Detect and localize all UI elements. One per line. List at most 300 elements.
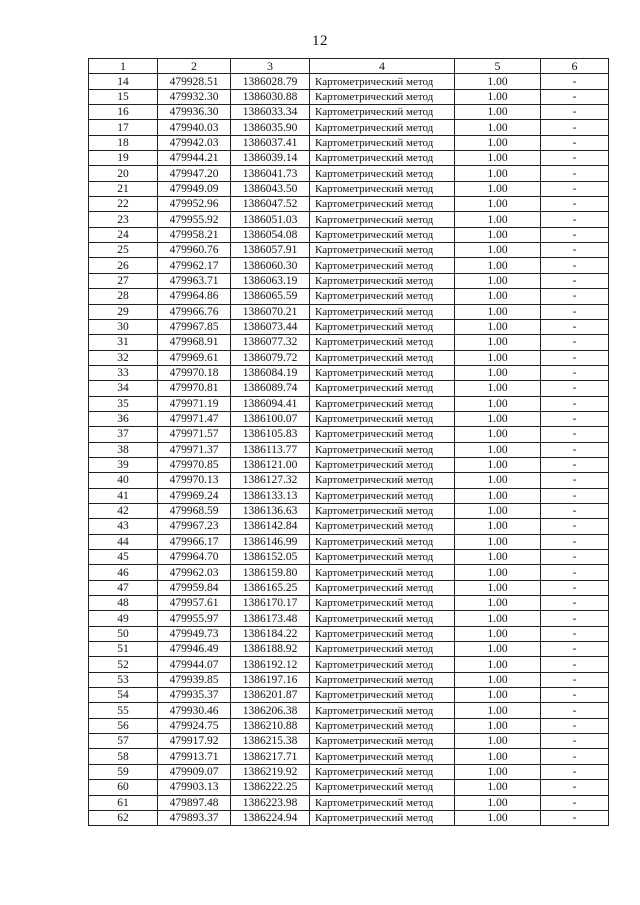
extra-cell: - [541, 642, 609, 657]
table-row [89, 304, 609, 319]
y-coordinate-cell: 1386065.59 [231, 289, 310, 304]
table-row [89, 350, 609, 365]
y-coordinate-cell: 1386051.03 [231, 212, 310, 227]
y-coordinate-cell: 1386152.05 [231, 550, 310, 565]
x-coordinate-cell: 479962.03 [158, 565, 231, 580]
x-coordinate-cell: 479946.49 [158, 642, 231, 657]
method-cell: Картометрический метод [310, 810, 455, 825]
table-row [89, 166, 609, 181]
extra-cell: - [541, 764, 609, 779]
extra-cell: - [541, 672, 609, 687]
method-cell: Картометрический метод [310, 580, 455, 595]
method-cell: Картометрический метод [310, 181, 455, 196]
extra-cell: - [541, 688, 609, 703]
accuracy-cell: 1.00 [455, 74, 541, 89]
extra-cell: - [541, 396, 609, 411]
y-coordinate-cell: 1386094.41 [231, 396, 310, 411]
x-coordinate-cell: 479967.85 [158, 319, 231, 334]
point-number-cell: 20 [89, 166, 158, 181]
point-number-cell: 16 [89, 105, 158, 120]
point-number-cell: 57 [89, 734, 158, 749]
point-number-cell: 25 [89, 243, 158, 258]
method-cell: Картометрический метод [310, 381, 455, 396]
extra-cell: - [541, 411, 609, 426]
y-coordinate-cell: 1386173.48 [231, 611, 310, 626]
y-coordinate-cell: 1386077.32 [231, 335, 310, 350]
extra-cell: - [541, 227, 609, 242]
y-coordinate-cell: 1386210.88 [231, 718, 310, 733]
method-cell: Картометрический метод [310, 411, 455, 426]
accuracy-cell: 1.00 [455, 166, 541, 181]
accuracy-cell: 1.00 [455, 703, 541, 718]
column-header: 2 [158, 59, 231, 74]
table-row [89, 89, 609, 104]
accuracy-cell: 1.00 [455, 396, 541, 411]
accuracy-cell: 1.00 [455, 734, 541, 749]
table-row [89, 335, 609, 350]
accuracy-cell: 1.00 [455, 243, 541, 258]
table-row [89, 273, 609, 288]
point-number-cell: 29 [89, 304, 158, 319]
method-cell: Картометрический метод [310, 243, 455, 258]
extra-cell: - [541, 519, 609, 534]
y-coordinate-cell: 1386224.94 [231, 810, 310, 825]
extra-cell: - [541, 734, 609, 749]
point-number-cell: 38 [89, 442, 158, 457]
x-coordinate-cell: 479970.81 [158, 381, 231, 396]
table-row [89, 764, 609, 779]
table-row [89, 488, 609, 503]
method-cell: Картометрический метод [310, 565, 455, 580]
table-row [89, 135, 609, 150]
table-row [89, 457, 609, 472]
table-row [89, 258, 609, 273]
y-coordinate-cell: 1386201.87 [231, 688, 310, 703]
y-coordinate-cell: 1386054.08 [231, 227, 310, 242]
point-number-cell: 60 [89, 780, 158, 795]
y-coordinate-cell: 1386035.90 [231, 120, 310, 135]
x-coordinate-cell: 479969.24 [158, 488, 231, 503]
table-row [89, 105, 609, 120]
table-row [89, 703, 609, 718]
y-coordinate-cell: 1386219.92 [231, 764, 310, 779]
method-cell: Картометрический метод [310, 427, 455, 442]
extra-cell: - [541, 488, 609, 503]
table-row [89, 151, 609, 166]
point-number-cell: 48 [89, 596, 158, 611]
method-cell: Картометрический метод [310, 365, 455, 380]
method-cell: Картометрический метод [310, 319, 455, 334]
extra-cell: - [541, 795, 609, 810]
point-number-cell: 18 [89, 135, 158, 150]
extra-cell: - [541, 749, 609, 764]
y-coordinate-cell: 1386146.99 [231, 534, 310, 549]
table-row [89, 718, 609, 733]
method-cell: Картометрический метод [310, 151, 455, 166]
table-row [89, 381, 609, 396]
accuracy-cell: 1.00 [455, 519, 541, 534]
accuracy-cell: 1.00 [455, 810, 541, 825]
point-number-cell: 27 [89, 273, 158, 288]
point-number-cell: 41 [89, 488, 158, 503]
y-coordinate-cell: 1386028.79 [231, 74, 310, 89]
y-coordinate-cell: 1386063.19 [231, 273, 310, 288]
x-coordinate-cell: 479928.51 [158, 74, 231, 89]
table-row [89, 442, 609, 457]
point-number-cell: 61 [89, 795, 158, 810]
extra-cell: - [541, 534, 609, 549]
x-coordinate-cell: 479963.71 [158, 273, 231, 288]
table-row [89, 749, 609, 764]
method-cell: Картометрический метод [310, 212, 455, 227]
point-number-cell: 56 [89, 718, 158, 733]
table-row [89, 642, 609, 657]
method-cell: Картометрический метод [310, 795, 455, 810]
method-cell: Картометрический метод [310, 135, 455, 150]
accuracy-cell: 1.00 [455, 457, 541, 472]
accuracy-cell: 1.00 [455, 550, 541, 565]
extra-cell: - [541, 273, 609, 288]
point-number-cell: 34 [89, 381, 158, 396]
extra-cell: - [541, 550, 609, 565]
y-coordinate-cell: 1386188.92 [231, 642, 310, 657]
point-number-cell: 14 [89, 74, 158, 89]
table-row [89, 810, 609, 825]
y-coordinate-cell: 1386073.44 [231, 319, 310, 334]
coordinates-table [88, 58, 609, 826]
y-coordinate-cell: 1386057.91 [231, 243, 310, 258]
method-cell: Картометрический метод [310, 105, 455, 120]
x-coordinate-cell: 479964.70 [158, 550, 231, 565]
x-coordinate-cell: 479936.30 [158, 105, 231, 120]
accuracy-cell: 1.00 [455, 212, 541, 227]
page-number: 12 [312, 33, 328, 49]
y-coordinate-cell: 1386041.73 [231, 166, 310, 181]
y-coordinate-cell: 1386206.38 [231, 703, 310, 718]
extra-cell: - [541, 580, 609, 595]
accuracy-cell: 1.00 [455, 135, 541, 150]
extra-cell: - [541, 427, 609, 442]
point-number-cell: 15 [89, 89, 158, 104]
y-coordinate-cell: 1386100.07 [231, 411, 310, 426]
x-coordinate-cell: 479944.21 [158, 151, 231, 166]
table-row [89, 780, 609, 795]
extra-cell: - [541, 120, 609, 135]
table-row [89, 411, 609, 426]
method-cell: Картометрический метод [310, 304, 455, 319]
method-cell: Картометрический метод [310, 350, 455, 365]
y-coordinate-cell: 1386043.50 [231, 181, 310, 196]
table-row [89, 795, 609, 810]
method-cell: Картометрический метод [310, 718, 455, 733]
point-number-cell: 59 [89, 764, 158, 779]
extra-cell: - [541, 197, 609, 212]
table-row [89, 289, 609, 304]
point-number-cell: 44 [89, 534, 158, 549]
table-row [89, 319, 609, 334]
x-coordinate-cell: 479952.96 [158, 197, 231, 212]
table-row [89, 396, 609, 411]
method-cell: Картометрический метод [310, 442, 455, 457]
x-coordinate-cell: 479964.86 [158, 289, 231, 304]
extra-cell: - [541, 105, 609, 120]
x-coordinate-cell: 479924.75 [158, 718, 231, 733]
method-cell: Картометрический метод [310, 703, 455, 718]
x-coordinate-cell: 479903.13 [158, 780, 231, 795]
method-cell: Картометрический метод [310, 473, 455, 488]
accuracy-cell: 1.00 [455, 534, 541, 549]
y-coordinate-cell: 1386223.98 [231, 795, 310, 810]
accuracy-cell: 1.00 [455, 442, 541, 457]
x-coordinate-cell: 479970.13 [158, 473, 231, 488]
accuracy-cell: 1.00 [455, 365, 541, 380]
method-cell: Картометрический метод [310, 519, 455, 534]
y-coordinate-cell: 1386197.16 [231, 672, 310, 687]
method-cell: Картометрический метод [310, 503, 455, 518]
method-cell: Картометрический метод [310, 258, 455, 273]
point-number-cell: 21 [89, 181, 158, 196]
extra-cell: - [541, 304, 609, 319]
point-number-cell: 23 [89, 212, 158, 227]
table-row [89, 519, 609, 534]
y-coordinate-cell: 1386165.25 [231, 580, 310, 595]
x-coordinate-cell: 479966.17 [158, 534, 231, 549]
point-number-cell: 58 [89, 749, 158, 764]
accuracy-cell: 1.00 [455, 626, 541, 641]
x-coordinate-cell: 479971.57 [158, 427, 231, 442]
extra-cell: - [541, 473, 609, 488]
table-row [89, 734, 609, 749]
extra-cell: - [541, 810, 609, 825]
y-coordinate-cell: 1386184.22 [231, 626, 310, 641]
point-number-cell: 50 [89, 626, 158, 641]
accuracy-cell: 1.00 [455, 795, 541, 810]
method-cell: Картометрический метод [310, 626, 455, 641]
table-row [89, 596, 609, 611]
table-row [89, 580, 609, 595]
point-number-cell: 43 [89, 519, 158, 534]
y-coordinate-cell: 1386039.14 [231, 151, 310, 166]
extra-cell: - [541, 626, 609, 641]
accuracy-cell: 1.00 [455, 488, 541, 503]
table-row [89, 181, 609, 196]
accuracy-cell: 1.00 [455, 596, 541, 611]
y-coordinate-cell: 1386136.63 [231, 503, 310, 518]
accuracy-cell: 1.00 [455, 611, 541, 626]
accuracy-cell: 1.00 [455, 350, 541, 365]
extra-cell: - [541, 166, 609, 181]
table-row [89, 688, 609, 703]
y-coordinate-cell: 1386113.77 [231, 442, 310, 457]
x-coordinate-cell: 479957.61 [158, 596, 231, 611]
y-coordinate-cell: 1386217.71 [231, 749, 310, 764]
x-coordinate-cell: 479962.17 [158, 258, 231, 273]
accuracy-cell: 1.00 [455, 580, 541, 595]
point-number-cell: 32 [89, 350, 158, 365]
x-coordinate-cell: 479932.30 [158, 89, 231, 104]
accuracy-cell: 1.00 [455, 120, 541, 135]
table-row [89, 227, 609, 242]
column-header: 1 [89, 59, 158, 74]
extra-cell: - [541, 596, 609, 611]
extra-cell: - [541, 319, 609, 334]
x-coordinate-cell: 479959.84 [158, 580, 231, 595]
table-row [89, 473, 609, 488]
x-coordinate-cell: 479913.71 [158, 749, 231, 764]
accuracy-cell: 1.00 [455, 273, 541, 288]
table-row [89, 74, 609, 89]
table-row [89, 365, 609, 380]
y-coordinate-cell: 1386030.88 [231, 89, 310, 104]
method-cell: Картометрический метод [310, 457, 455, 472]
extra-cell: - [541, 212, 609, 227]
y-coordinate-cell: 1386060.30 [231, 258, 310, 273]
y-coordinate-cell: 1386127.32 [231, 473, 310, 488]
y-coordinate-cell: 1386089.74 [231, 381, 310, 396]
x-coordinate-cell: 479969.61 [158, 350, 231, 365]
method-cell: Картометрический метод [310, 657, 455, 672]
y-coordinate-cell: 1386033.34 [231, 105, 310, 120]
accuracy-cell: 1.00 [455, 411, 541, 426]
accuracy-cell: 1.00 [455, 197, 541, 212]
point-number-cell: 30 [89, 319, 158, 334]
y-coordinate-cell: 1386215.38 [231, 734, 310, 749]
extra-cell: - [541, 74, 609, 89]
accuracy-cell: 1.00 [455, 565, 541, 580]
accuracy-cell: 1.00 [455, 672, 541, 687]
x-coordinate-cell: 479897.48 [158, 795, 231, 810]
extra-cell: - [541, 780, 609, 795]
point-number-cell: 47 [89, 580, 158, 595]
extra-cell: - [541, 457, 609, 472]
method-cell: Картометрический метод [310, 488, 455, 503]
method-cell: Картометрический метод [310, 335, 455, 350]
y-coordinate-cell: 1386084.19 [231, 365, 310, 380]
table-row [89, 657, 609, 672]
table-row [89, 212, 609, 227]
column-header: 4 [310, 59, 455, 74]
table-row [89, 611, 609, 626]
extra-cell: - [541, 289, 609, 304]
accuracy-cell: 1.00 [455, 503, 541, 518]
y-coordinate-cell: 1386142.84 [231, 519, 310, 534]
method-cell: Картометрический метод [310, 227, 455, 242]
x-coordinate-cell: 479955.92 [158, 212, 231, 227]
point-number-cell: 49 [89, 611, 158, 626]
x-coordinate-cell: 479909.07 [158, 764, 231, 779]
x-coordinate-cell: 479968.59 [158, 503, 231, 518]
accuracy-cell: 1.00 [455, 319, 541, 334]
point-number-cell: 35 [89, 396, 158, 411]
y-coordinate-cell: 1386047.52 [231, 197, 310, 212]
x-coordinate-cell: 479930.46 [158, 703, 231, 718]
column-header: 3 [231, 59, 310, 74]
accuracy-cell: 1.00 [455, 181, 541, 196]
y-coordinate-cell: 1386037.41 [231, 135, 310, 150]
x-coordinate-cell: 479949.73 [158, 626, 231, 641]
extra-cell: - [541, 611, 609, 626]
point-number-cell: 33 [89, 365, 158, 380]
y-coordinate-cell: 1386159.80 [231, 565, 310, 580]
x-coordinate-cell: 479968.91 [158, 335, 231, 350]
x-coordinate-cell: 479944.07 [158, 657, 231, 672]
accuracy-cell: 1.00 [455, 749, 541, 764]
point-number-cell: 22 [89, 197, 158, 212]
accuracy-cell: 1.00 [455, 427, 541, 442]
table-row [89, 243, 609, 258]
table-row [89, 503, 609, 518]
method-cell: Картометрический метод [310, 396, 455, 411]
point-number-cell: 42 [89, 503, 158, 518]
extra-cell: - [541, 89, 609, 104]
method-cell: Картометрический метод [310, 534, 455, 549]
column-header: 6 [541, 59, 609, 74]
table-row [89, 672, 609, 687]
point-number-cell: 17 [89, 120, 158, 135]
accuracy-cell: 1.00 [455, 473, 541, 488]
point-number-cell: 37 [89, 427, 158, 442]
x-coordinate-cell: 479947.20 [158, 166, 231, 181]
x-coordinate-cell: 479970.85 [158, 457, 231, 472]
extra-cell: - [541, 381, 609, 396]
point-number-cell: 28 [89, 289, 158, 304]
x-coordinate-cell: 479971.19 [158, 396, 231, 411]
point-number-cell: 52 [89, 657, 158, 672]
x-coordinate-cell: 479935.37 [158, 688, 231, 703]
accuracy-cell: 1.00 [455, 151, 541, 166]
x-coordinate-cell: 479960.76 [158, 243, 231, 258]
y-coordinate-cell: 1386121.00 [231, 457, 310, 472]
table-row [89, 534, 609, 549]
point-number-cell: 31 [89, 335, 158, 350]
x-coordinate-cell: 479967.23 [158, 519, 231, 534]
point-number-cell: 62 [89, 810, 158, 825]
point-number-cell: 51 [89, 642, 158, 657]
method-cell: Картометрический метод [310, 120, 455, 135]
accuracy-cell: 1.00 [455, 657, 541, 672]
extra-cell: - [541, 243, 609, 258]
extra-cell: - [541, 565, 609, 580]
x-coordinate-cell: 479949.09 [158, 181, 231, 196]
y-coordinate-cell: 1386105.83 [231, 427, 310, 442]
x-coordinate-cell: 479940.03 [158, 120, 231, 135]
accuracy-cell: 1.00 [455, 304, 541, 319]
table-row [89, 565, 609, 580]
accuracy-cell: 1.00 [455, 642, 541, 657]
y-coordinate-cell: 1386192.12 [231, 657, 310, 672]
point-number-cell: 46 [89, 565, 158, 580]
method-cell: Картометрический метод [310, 550, 455, 565]
extra-cell: - [541, 258, 609, 273]
method-cell: Картометрический метод [310, 688, 455, 703]
accuracy-cell: 1.00 [455, 381, 541, 396]
table-header-row [89, 59, 609, 74]
method-cell: Картометрический метод [310, 596, 455, 611]
x-coordinate-cell: 479958.21 [158, 227, 231, 242]
method-cell: Картометрический метод [310, 89, 455, 104]
point-number-cell: 24 [89, 227, 158, 242]
extra-cell: - [541, 181, 609, 196]
extra-cell: - [541, 703, 609, 718]
accuracy-cell: 1.00 [455, 764, 541, 779]
point-number-cell: 45 [89, 550, 158, 565]
extra-cell: - [541, 503, 609, 518]
accuracy-cell: 1.00 [455, 718, 541, 733]
table-row [89, 626, 609, 641]
extra-cell: - [541, 335, 609, 350]
accuracy-cell: 1.00 [455, 688, 541, 703]
x-coordinate-cell: 479970.18 [158, 365, 231, 380]
